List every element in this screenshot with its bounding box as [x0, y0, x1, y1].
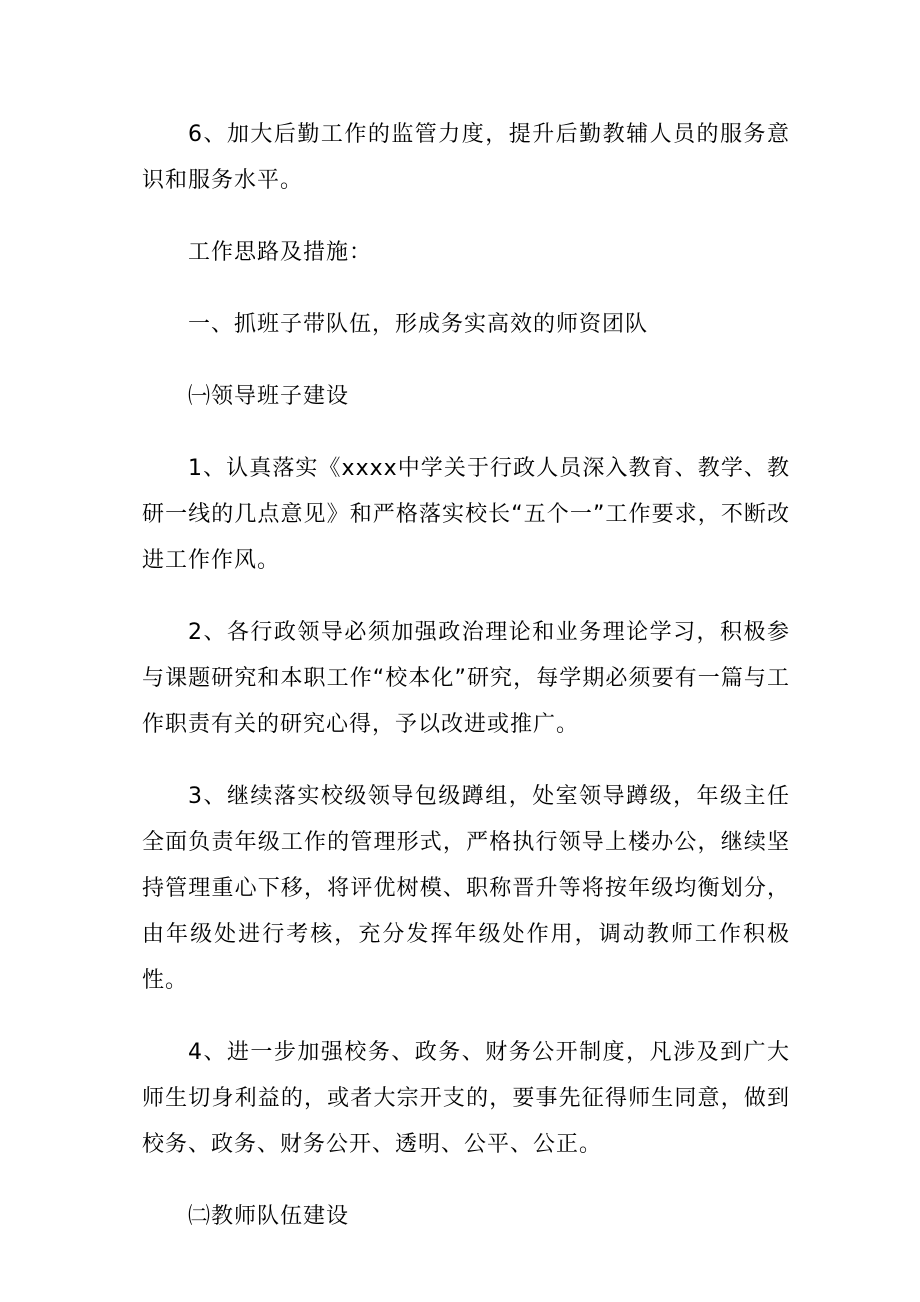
paragraph-subsection-teachers-heading: ㈡教师队伍建设 — [188, 1204, 350, 1229]
paragraph-subsection-leadership-heading: ㈠领导班子建设 — [188, 384, 350, 409]
paragraph-item-2: 2、各行政领导必须加强政治理论和业务理论学习，积极参与课题研究和本职工作“校本化”研究，每学期必须要有一篇与工作职责有关的研究心得，予以改进或推广。 — [142, 620, 790, 737]
paragraph-item-4: 4、进一步加强校务、政务、财务公开制度，凡涉及到广大师生切身利益的，或者大宗开支的，要事先征得师生同意，做到校务、政务、财务公开、透明、公平、公正。 — [142, 1040, 790, 1157]
paragraph-work-approach-heading: 工作思路及措施： — [188, 240, 373, 265]
paragraph-item-1: 1、认真落实《xxxx中学关于行政人员深入教育、教学、教研一线的几点意见》和严格落实校长“五个一”工作要求，不断改进工作作风。 — [142, 456, 790, 573]
paragraph-6-logistics: 6、加大后勤工作的监管力度，提升后勤教辅人员的服务意识和服务水平。 — [142, 122, 790, 193]
paragraph-item-3: 3、继续落实校级领导包级蹲组，处室领导蹲级，年级主任全面负责年级工作的管理形式，严格执行领导上楼办公，继续坚持管理重心下移，将评优树模、职称晋升等将按年级均衡划分，由年级处进行考核，充分发挥年级处作用，调动教师工作积极性。 — [142, 784, 790, 993]
paragraph-section-1-heading: 一、抓班子带队伍，形成务实高效的师资团队 — [188, 312, 649, 337]
